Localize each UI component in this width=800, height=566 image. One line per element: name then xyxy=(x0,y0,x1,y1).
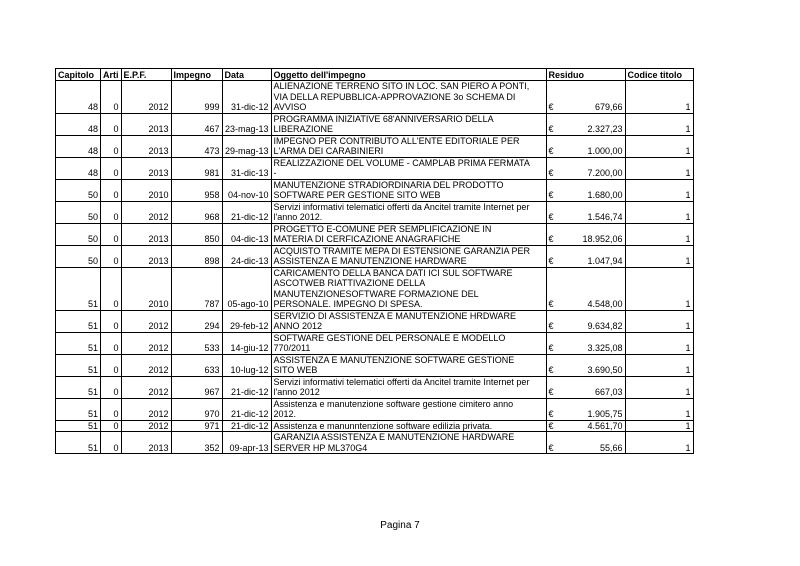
table-row xyxy=(56,332,694,354)
cell-arti: 0 xyxy=(101,113,122,135)
cell-epf: 2013 xyxy=(121,113,171,135)
cell-oggetto xyxy=(271,223,546,245)
cell-capitolo: 51 xyxy=(56,354,101,376)
cell-oggetto xyxy=(271,354,546,376)
cell-impegno: 968 xyxy=(171,201,222,223)
impegni-table xyxy=(55,68,694,454)
oggetto-line: 2012. xyxy=(273,409,297,420)
cell-capitolo: 51 xyxy=(56,432,101,454)
residuo-value: 3.325,08 xyxy=(587,343,623,354)
col-impegno: Impegno xyxy=(171,69,222,81)
col-epf: E.P.F. xyxy=(121,69,171,81)
cell-impegno: 981 xyxy=(171,157,222,179)
currency-symbol: € xyxy=(548,442,554,453)
cell-codice-titolo: 1 xyxy=(625,81,693,114)
cell-codice-titolo: 1 xyxy=(625,135,693,157)
cell-residuo xyxy=(546,81,625,114)
cell-impegno: 633 xyxy=(171,354,222,376)
oggetto-line: Servizi informativi telematici offerti da Ancitel tramite Internet per xyxy=(273,376,530,387)
cell-oggetto xyxy=(271,245,546,267)
oggetto-line: ASCOTWEB RIATTIVAZIONE DELLA xyxy=(273,278,426,289)
oggetto-line: SERVIZIO DI ASSISTENZA E MANUTENZIONE HRDWARE xyxy=(273,310,517,321)
col-oggetto: Oggetto dell'impegno xyxy=(271,69,546,81)
oggetto-line: SERVER HP ML370G4 xyxy=(273,442,368,453)
col-data: Data xyxy=(222,69,271,81)
cell-residuo xyxy=(546,267,625,310)
cell-capitolo: 51 xyxy=(56,398,101,420)
residuo-value: 1.000,00 xyxy=(587,146,623,157)
cell-data: 23-mag-13 xyxy=(222,113,271,135)
oggetto-line: MANUTENZIONESOFTWARE FORMAZIONE DEL xyxy=(273,288,479,299)
cell-oggetto xyxy=(271,432,546,454)
cell-capitolo: 51 xyxy=(56,420,101,432)
cell-oggetto xyxy=(271,157,546,179)
residuo-value: 2.327,23 xyxy=(587,124,623,135)
currency-symbol: € xyxy=(548,387,554,398)
cell-epf: 2013 xyxy=(121,157,171,179)
cell-arti: 0 xyxy=(101,354,122,376)
table-row xyxy=(56,201,694,223)
cell-arti: 0 xyxy=(101,81,122,114)
cell-residuo xyxy=(546,157,625,179)
currency-symbol: € xyxy=(548,190,554,201)
table-row xyxy=(56,135,694,157)
cell-epf: 2013 xyxy=(121,432,171,454)
cell-oggetto xyxy=(271,332,546,354)
cell-data: 21-dic-12 xyxy=(222,420,271,432)
oggetto-line: IMPEGNO PER CONTRIBUTO ALL'ENTE EDITORIALE PER xyxy=(273,135,520,146)
cell-residuo xyxy=(546,332,625,354)
cell-residuo xyxy=(546,432,625,454)
cell-epf: 2012 xyxy=(121,420,171,432)
cell-oggetto xyxy=(271,201,546,223)
cell-capitolo: 50 xyxy=(56,245,101,267)
cell-epf: 2013 xyxy=(121,135,171,157)
cell-impegno: 473 xyxy=(171,135,222,157)
cell-oggetto xyxy=(271,376,546,398)
oggetto-line: CARICAMENTO DELLA BANCA DATI ICI SUL SOFTWARE xyxy=(273,267,513,278)
cell-oggetto xyxy=(271,113,546,135)
cell-impegno: 967 xyxy=(171,376,222,398)
cell-codice-titolo: 1 xyxy=(625,157,693,179)
oggetto-line: ACQUISTO TRAMITE MEPA DI ESTENSIONE GARANZIA PER xyxy=(273,245,531,256)
oggetto-line: ALIENAZIONE TERRENO SITO IN LOC. SAN PIERO A PONTI, xyxy=(273,81,530,92)
cell-capitolo: 50 xyxy=(56,179,101,201)
oggetto-line: AVVISO xyxy=(273,102,307,113)
cell-residuo xyxy=(546,310,625,332)
cell-epf: 2012 xyxy=(121,376,171,398)
cell-epf: 2010 xyxy=(121,179,171,201)
cell-capitolo: 51 xyxy=(56,376,101,398)
cell-capitolo: 50 xyxy=(56,201,101,223)
cell-data: 21-dic-12 xyxy=(222,398,271,420)
oggetto-line: ASSISTENZA E MANUTENZIONE SOFTWARE GESTIONE xyxy=(273,354,515,365)
cell-codice-titolo: 1 xyxy=(625,376,693,398)
currency-symbol: € xyxy=(548,299,554,310)
cell-impegno: 850 xyxy=(171,223,222,245)
cell-codice-titolo: 1 xyxy=(625,179,693,201)
cell-oggetto xyxy=(271,267,546,310)
oggetto-line: ASSISTENZA E MANUTENZIONE HARDWARE xyxy=(273,256,467,267)
residuo-value: 1.905,75 xyxy=(587,409,623,420)
cell-arti: 0 xyxy=(101,432,122,454)
cell-data: 09-apr-13 xyxy=(222,432,271,454)
cell-residuo xyxy=(546,376,625,398)
cell-capitolo: 50 xyxy=(56,223,101,245)
cell-epf: 2012 xyxy=(121,201,171,223)
table-row xyxy=(56,157,694,179)
table-row xyxy=(56,432,694,454)
oggetto-line: REALIZZAZIONE DEL VOLUME - CAMPLAB PRIMA FERMATA xyxy=(273,157,530,168)
cell-codice-titolo: 1 xyxy=(625,245,693,267)
cell-data: 04-dic-13 xyxy=(222,223,271,245)
oggetto-line: PROGETTO E-COMUNE PER SEMPLIFICAZIONE IN xyxy=(273,223,492,234)
cell-data: 29-mag-13 xyxy=(222,135,271,157)
cell-epf: 2010 xyxy=(121,267,171,310)
residuo-value: 9.634,82 xyxy=(587,321,623,332)
cell-arti: 0 xyxy=(101,332,122,354)
cell-data: 05-ago-10 xyxy=(222,267,271,310)
oggetto-line: SOFTWARE GESTIONE DEL PERSONALE E MODELLO xyxy=(273,332,506,343)
cell-epf: 2012 xyxy=(121,354,171,376)
oggetto-line: ANNO 2012 xyxy=(273,321,323,332)
cell-capitolo: 51 xyxy=(56,332,101,354)
oggetto-line: SITO WEB xyxy=(273,365,318,376)
cell-arti: 0 xyxy=(101,420,122,432)
cell-arti: 0 xyxy=(101,267,122,310)
table-row xyxy=(56,113,694,135)
cell-codice-titolo: 1 xyxy=(625,432,693,454)
residuo-value: 3.690,50 xyxy=(587,365,623,376)
cell-arti: 0 xyxy=(101,310,122,332)
cell-impegno: 898 xyxy=(171,245,222,267)
cell-capitolo: 48 xyxy=(56,135,101,157)
cell-codice-titolo: 1 xyxy=(625,267,693,310)
cell-codice-titolo: 1 xyxy=(625,420,693,432)
cell-data: 24-dic-13 xyxy=(222,245,271,267)
cell-residuo xyxy=(546,135,625,157)
cell-codice-titolo: 1 xyxy=(625,201,693,223)
table-row xyxy=(56,179,694,201)
col-capitolo: Capitolo xyxy=(56,69,101,81)
cell-impegno: 294 xyxy=(171,310,222,332)
currency-symbol: € xyxy=(548,168,554,179)
oggetto-line: VIA DELLA REPUBBLICA-APPROVAZIONE 3o SCHEMA DI xyxy=(273,91,516,102)
currency-symbol: € xyxy=(548,234,554,245)
oggetto-line: SOFTWARE PER GESTIONE SITO WEB xyxy=(273,190,441,201)
cell-residuo xyxy=(546,245,625,267)
table-row xyxy=(56,223,694,245)
cell-impegno: 971 xyxy=(171,420,222,432)
cell-oggetto xyxy=(271,81,546,114)
oggetto-line: Assistenza e manutenzione software gestione cimitero anno xyxy=(273,398,514,409)
cell-arti: 0 xyxy=(101,398,122,420)
residuo-value: 1.680,00 xyxy=(587,190,623,201)
table-row xyxy=(56,354,694,376)
cell-epf: 2012 xyxy=(121,81,171,114)
cell-oggetto xyxy=(271,310,546,332)
cell-codice-titolo: 1 xyxy=(625,332,693,354)
currency-symbol: € xyxy=(548,365,554,376)
cell-data: 21-dic-12 xyxy=(222,376,271,398)
cell-residuo xyxy=(546,398,625,420)
currency-symbol: € xyxy=(548,409,554,420)
currency-symbol: € xyxy=(548,321,554,332)
residuo-value: 7.200,00 xyxy=(587,168,623,179)
oggetto-line: LIBERAZIONE xyxy=(273,124,334,135)
cell-data: 31-dic-13 xyxy=(222,157,271,179)
table-row xyxy=(56,398,694,420)
col-codice-titolo: Codice titolo xyxy=(625,69,693,81)
cell-data: 10-lug-12 xyxy=(222,354,271,376)
oggetto-line: GARANZIA ASSISTENZA E MANUTENZIONE HARDWARE xyxy=(273,432,515,443)
oggetto-line: - xyxy=(273,168,277,179)
cell-residuo xyxy=(546,223,625,245)
col-residuo: Residuo xyxy=(546,69,625,81)
cell-impegno: 352 xyxy=(171,432,222,454)
cell-oggetto xyxy=(271,135,546,157)
currency-symbol: € xyxy=(548,146,554,157)
cell-residuo xyxy=(546,201,625,223)
cell-data: 14-giu-12 xyxy=(222,332,271,354)
col-arti: Arti xyxy=(101,69,122,81)
cell-arti: 0 xyxy=(101,157,122,179)
cell-codice-titolo: 1 xyxy=(625,113,693,135)
residuo-value: 18.952,06 xyxy=(582,234,623,245)
cell-epf: 2012 xyxy=(121,398,171,420)
cell-capitolo: 48 xyxy=(56,81,101,114)
cell-oggetto xyxy=(271,420,546,432)
cell-epf: 2012 xyxy=(121,332,171,354)
cell-data: 21-dic-12 xyxy=(222,201,271,223)
residuo-value: 4.561,70 xyxy=(587,420,623,431)
cell-arti: 0 xyxy=(101,245,122,267)
cell-impegno: 999 xyxy=(171,81,222,114)
currency-symbol: € xyxy=(548,212,554,223)
oggetto-line: PERSONALE. IMPEGNO DI SPESA. xyxy=(273,299,423,310)
cell-codice-titolo: 1 xyxy=(625,223,693,245)
cell-arti: 0 xyxy=(101,376,122,398)
table-row xyxy=(56,420,694,432)
currency-symbol: € xyxy=(548,102,554,113)
cell-arti: 0 xyxy=(101,135,122,157)
table-row xyxy=(56,81,694,114)
cell-arti: 0 xyxy=(101,201,122,223)
cell-data: 31-dic-12 xyxy=(222,81,271,114)
oggetto-line: l'anno 2012 xyxy=(273,387,320,398)
table-row xyxy=(56,376,694,398)
table-row xyxy=(56,267,694,310)
table-row xyxy=(56,310,694,332)
currency-symbol: € xyxy=(548,420,554,431)
residuo-value: 1.546,74 xyxy=(587,212,623,223)
oggetto-line: L'ARMA DEI CARABINIERI xyxy=(273,146,384,157)
oggetto-line: Assistenza e manunntenzione software edilizia privata. xyxy=(273,420,493,431)
currency-symbol: € xyxy=(548,256,554,267)
cell-residuo xyxy=(546,420,625,432)
cell-oggetto xyxy=(271,179,546,201)
currency-symbol: € xyxy=(548,343,554,354)
cell-epf: 2013 xyxy=(121,245,171,267)
cell-codice-titolo: 1 xyxy=(625,398,693,420)
cell-impegno: 467 xyxy=(171,113,222,135)
cell-arti: 0 xyxy=(101,223,122,245)
cell-capitolo: 51 xyxy=(56,267,101,310)
residuo-value: 679,66 xyxy=(594,102,623,113)
cell-impegno: 533 xyxy=(171,332,222,354)
cell-data: 29-feb-12 xyxy=(222,310,271,332)
oggetto-line: 770/2011 xyxy=(273,343,311,354)
cell-epf: 2013 xyxy=(121,223,171,245)
cell-oggetto xyxy=(271,398,546,420)
header-row xyxy=(56,69,694,81)
cell-impegno: 958 xyxy=(171,179,222,201)
oggetto-line: PROGRAMMA INIZIATIVE 68'ANNIVERSARIO DELLA xyxy=(273,113,494,124)
residuo-value: 55,66 xyxy=(599,442,623,453)
cell-impegno: 787 xyxy=(171,267,222,310)
oggetto-line: MANUTENZIONE STRADIORDINARIA DEL PRODOTTO xyxy=(273,179,504,190)
cell-data: 04-nov-10 xyxy=(222,179,271,201)
page-number: Pagina 7 xyxy=(380,520,420,531)
cell-residuo xyxy=(546,354,625,376)
cell-epf: 2012 xyxy=(121,310,171,332)
cell-residuo xyxy=(546,179,625,201)
residuo-value: 667,03 xyxy=(594,387,623,398)
cell-impegno: 970 xyxy=(171,398,222,420)
residuo-value: 4.548,00 xyxy=(587,299,623,310)
oggetto-line: MATERIA DI CERFICAZIONE ANAGRAFICHE xyxy=(273,234,461,245)
oggetto-line: Servizi informativi telematici offerti da Ancitel tramite Internet per xyxy=(273,201,530,212)
residuo-value: 1.047,94 xyxy=(587,256,623,267)
cell-residuo xyxy=(546,113,625,135)
oggetto-line: l'anno 2012. xyxy=(273,212,323,223)
cell-capitolo: 48 xyxy=(56,113,101,135)
cell-codice-titolo: 1 xyxy=(625,354,693,376)
table-row xyxy=(56,245,694,267)
cell-capitolo: 51 xyxy=(56,310,101,332)
cell-arti: 0 xyxy=(101,179,122,201)
currency-symbol: € xyxy=(548,124,554,135)
cell-codice-titolo: 1 xyxy=(625,310,693,332)
cell-capitolo: 48 xyxy=(56,157,101,179)
